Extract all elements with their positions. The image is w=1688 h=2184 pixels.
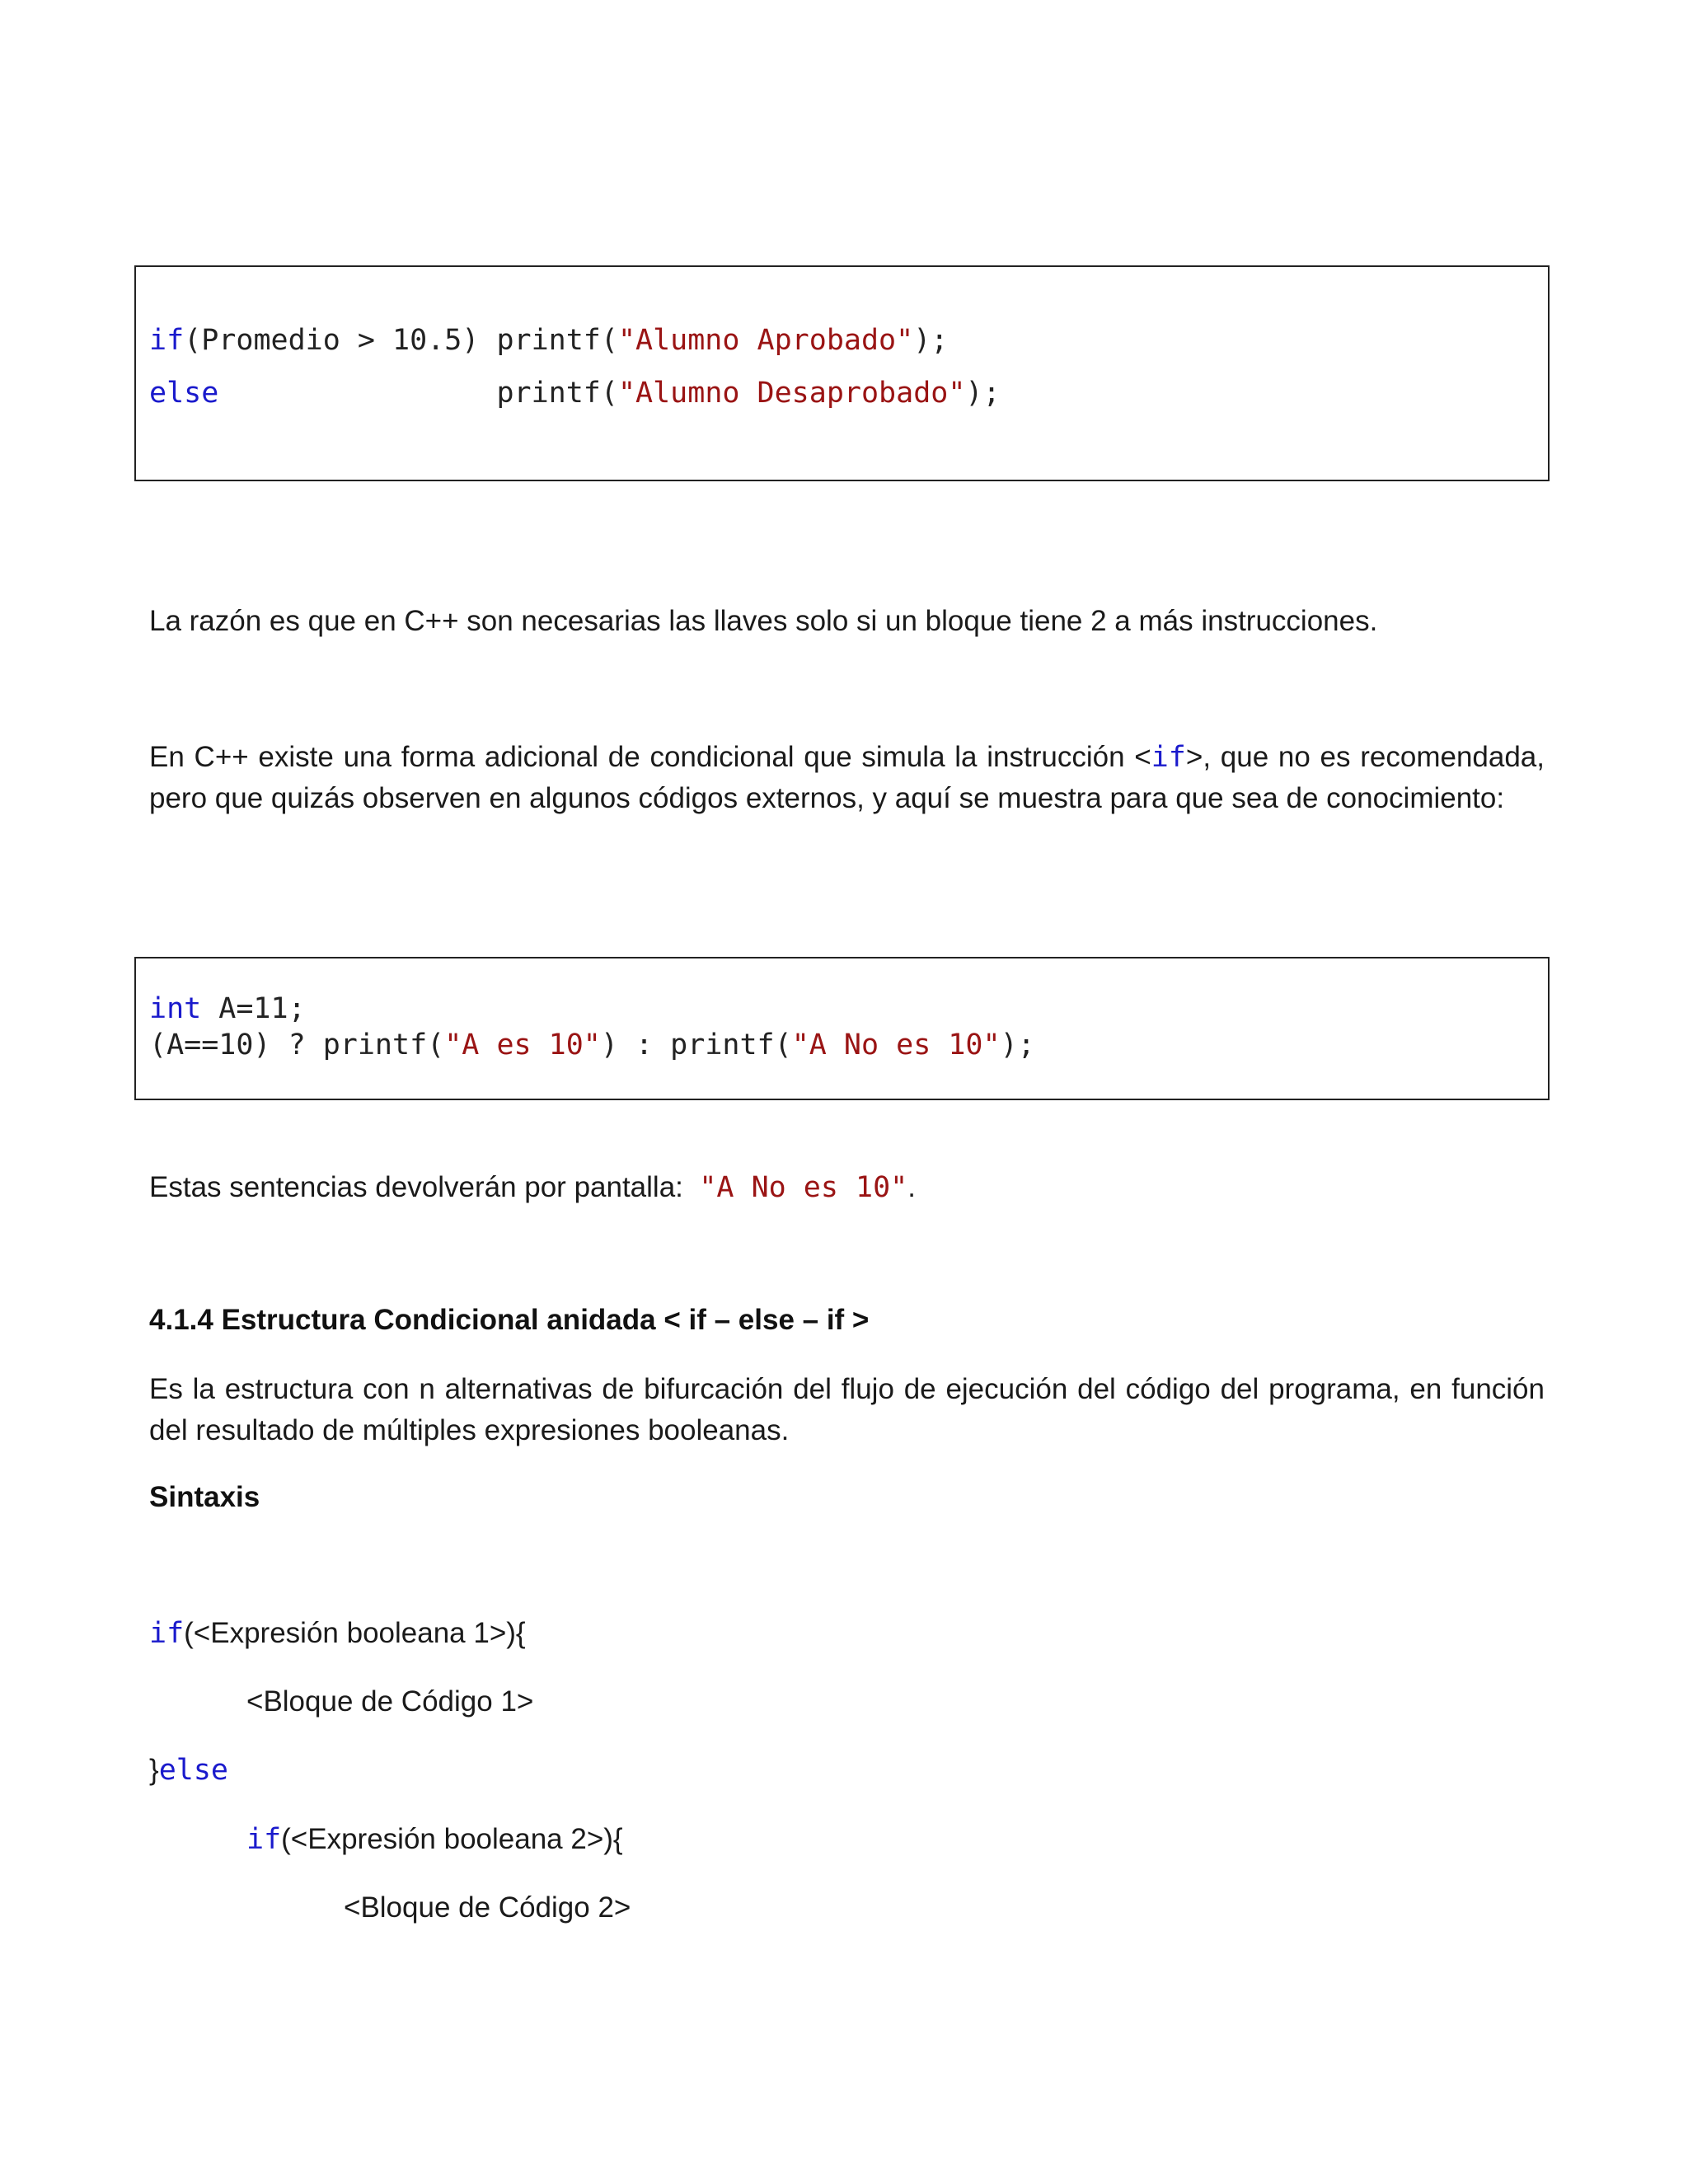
string-literal: "A No es 10" xyxy=(791,1029,1001,1062)
syntax-text: (<Expresión booleana 2>){ xyxy=(281,1823,623,1855)
paragraph-output xyxy=(149,1167,1545,1208)
code-line-ternary xyxy=(149,1031,1035,1060)
syntax-text: (<Expresión booleana 1>){ xyxy=(184,1617,526,1649)
keyword-else: else xyxy=(158,1754,228,1787)
code-text: ); xyxy=(965,377,1001,410)
code-text: ) : printf( xyxy=(600,1029,792,1062)
code-block-if-else xyxy=(134,265,1550,481)
syntax-label: Sintaxis xyxy=(149,1481,260,1513)
syntax-line-if-2 xyxy=(246,1825,623,1854)
code-line-int xyxy=(149,992,306,1025)
code-line-else xyxy=(149,379,1001,408)
syntax-line-block-2: <Bloque de Código 2> xyxy=(344,1891,631,1924)
paragraph-text: Estas sentencias devolverán por pantalla: xyxy=(149,1171,683,1203)
code-text: printf( xyxy=(496,377,618,410)
keyword-else: else xyxy=(149,377,219,410)
section-description: Es la estructura con n alternativas de bifurcación del flujo de ejecución del código del programa, en función del resultado de múltiples expresiones booleanas. xyxy=(149,1373,1545,1446)
paragraph-reason: La razón es que en C++ son necesarias las llaves solo si un bloque tiene 2 a más instrucciones. xyxy=(149,605,1378,637)
paragraph-text: En C++ existe una forma adicional de condicional que simula la instrucción < xyxy=(149,741,1151,773)
keyword-if: if xyxy=(1151,741,1186,774)
keyword-if: if xyxy=(246,1823,282,1856)
section-heading: 4.1.4 Estructura Condicional anidada < if – else – if > xyxy=(149,1304,870,1336)
paragraph-ternary xyxy=(149,737,1545,819)
output-string: "A No es 10" xyxy=(699,1171,908,1204)
keyword-int: int xyxy=(149,992,202,1025)
code-line-if xyxy=(149,326,948,355)
keyword-if: if xyxy=(149,1617,185,1650)
paragraph-text: . xyxy=(907,1171,916,1203)
syntax-line-block-1: <Bloque de Código 1> xyxy=(246,1685,534,1718)
code-text: (A==10) ? printf( xyxy=(149,1029,445,1062)
syntax-line-else xyxy=(149,1755,228,1785)
syntax-brace: } xyxy=(149,1754,159,1786)
code-text: ); xyxy=(913,324,949,357)
code-block-ternary xyxy=(134,957,1550,1100)
syntax-line-if-1 xyxy=(149,1619,526,1648)
code-text: (Promedio > 10.5) printf( xyxy=(184,324,618,357)
code-text: A=11; xyxy=(201,992,306,1025)
code-text: ); xyxy=(1000,1029,1035,1062)
string-literal: "Alumno Aprobado" xyxy=(617,324,914,357)
keyword-if: if xyxy=(149,324,185,357)
paragraph-text: >, que no es recomendada, pero que quizás observen en algunos códigos externos, y aquí se muestra para que sea de conocimiento: xyxy=(149,741,1545,814)
string-literal: "Alumno Desaprobado" xyxy=(617,377,966,410)
code-indent xyxy=(218,377,496,410)
string-literal: "A es 10" xyxy=(444,1029,601,1062)
